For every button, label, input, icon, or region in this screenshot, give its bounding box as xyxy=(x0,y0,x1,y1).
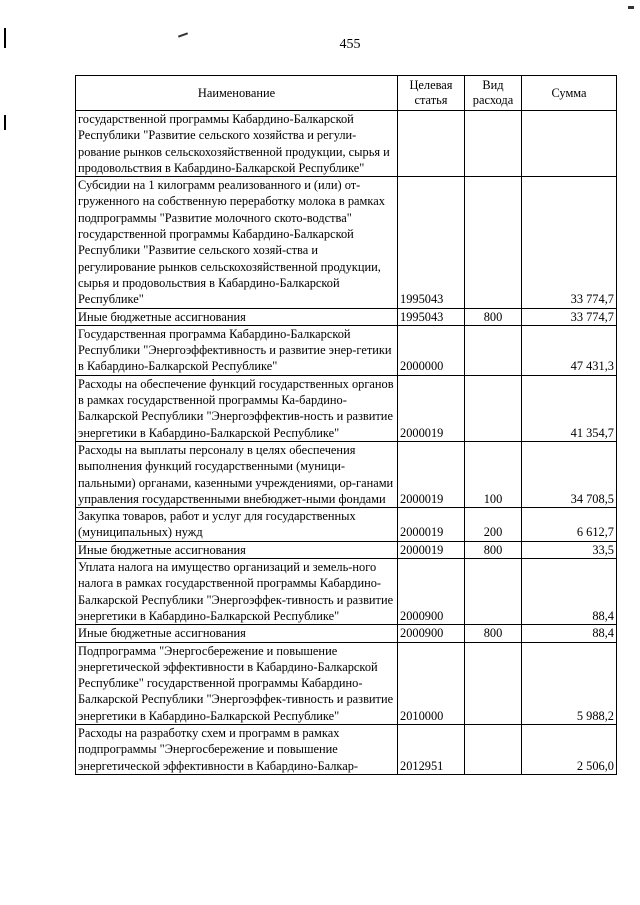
row-name: Субсидии на 1 килограмм реализованного и (или) от-груженного на собственную переработку молока в рамках подпрограммы "Развитие молочного ското-водства" государственной программы Кабардино-Балкарской Республики "Развитие сельского хозяй-ства и регулирование рынков сельскохозяйственной продукции, сырья и продовольствия в Кабардино-Балкарской Республике" xyxy=(76,177,398,308)
row-type: 800 xyxy=(465,625,522,642)
row-sum: 41 354,7 xyxy=(522,375,617,441)
row-sum: 33 774,7 xyxy=(522,308,617,325)
table-row xyxy=(76,559,617,625)
row-name: Расходы на выплаты персоналу в целях обеспечения выполнения функций государственными (муници-пальными) органами, казенными учреждениями, ор-ганами управления государственными внебюджет-ными фондами xyxy=(76,441,398,507)
row-name: Иные бюджетные ассигнования xyxy=(76,541,398,558)
row-name: Расходы на разработку схем и программ в рамках подпрограммы "Энергосбережение и повышение энергетической эффективности в Кабардино-Балкар- xyxy=(76,724,398,774)
row-code xyxy=(398,111,465,177)
row-code: 2012951 xyxy=(398,724,465,774)
table-row xyxy=(76,308,617,325)
table-row xyxy=(76,111,617,177)
row-type xyxy=(465,642,522,724)
row-name: Государственная программа Кабардино-Балкарской Республики "Энергоэффективность и развитие энер-гетики в Кабардино-Балкарской Республике" xyxy=(76,325,398,375)
row-type xyxy=(465,559,522,625)
row-type xyxy=(465,325,522,375)
row-code: 2000900 xyxy=(398,559,465,625)
row-code: 2000019 xyxy=(398,508,465,542)
row-name: Подпрограмма "Энергосбережение и повышение энергетической эффективности в Кабардино-Балкарской Республике" государственной программы Кабардино-Балкарской Республики "Энергоэффек-тивность и развитие энергетики в Кабардино-Балкарской Республике" xyxy=(76,642,398,724)
row-name: Расходы на обеспечение функций государственных органов в рамках государственной программы Ка-бардино-Балкарской Республики "Энергоэффектив-ность и развитие энергетики в Кабардино-Балкарской Республике" xyxy=(76,375,398,441)
row-type xyxy=(465,111,522,177)
row-sum: 33 774,7 xyxy=(522,177,617,308)
table-row xyxy=(76,642,617,724)
row-sum: 47 431,3 xyxy=(522,325,617,375)
table-header-row xyxy=(76,76,617,111)
table-row xyxy=(76,325,617,375)
row-code: 2000900 xyxy=(398,625,465,642)
row-type: 100 xyxy=(465,441,522,507)
row-type: 800 xyxy=(465,541,522,558)
row-name: Иные бюджетные ассигнования xyxy=(76,625,398,642)
header-type: Вид расхода xyxy=(465,76,522,111)
header-sum: Сумма xyxy=(522,76,617,111)
scan-margin-mark xyxy=(4,115,6,130)
row-name: Иные бюджетные ассигнования xyxy=(76,308,398,325)
row-sum xyxy=(522,111,617,177)
row-code: 2000019 xyxy=(398,441,465,507)
row-sum: 88,4 xyxy=(522,559,617,625)
row-code: 2000000 xyxy=(398,325,465,375)
row-name: Уплата налога на имущество организаций и земель-ного налога в рамках государственной программы Кабардино-Балкарской Республики "Энергоэффек-тивность и развитие энергетики в Кабардино-Балкарской Республике" xyxy=(76,559,398,625)
row-sum: 6 612,7 xyxy=(522,508,617,542)
row-code: 2010000 xyxy=(398,642,465,724)
table-row xyxy=(76,508,617,542)
table-row xyxy=(76,375,617,441)
table-row xyxy=(76,724,617,774)
row-type xyxy=(465,375,522,441)
header-code: Целевая статья xyxy=(398,76,465,111)
row-code: 2000019 xyxy=(398,541,465,558)
row-sum: 88,4 xyxy=(522,625,617,642)
header-name: Наименование xyxy=(76,76,398,111)
row-name: государственной программы Кабардино-Балкарской Республики "Развитие сельского хозяйства и регули-рование рынков сельскохозяйственной продукции, сырья и продовольствия в Кабардино-Балкарской Республике" xyxy=(76,111,398,177)
row-type xyxy=(465,724,522,774)
table-row xyxy=(76,441,617,507)
page-number: 455 xyxy=(339,37,361,52)
budget-table xyxy=(75,75,617,775)
row-sum: 34 708,5 xyxy=(522,441,617,507)
row-code: 2000019 xyxy=(398,375,465,441)
table-row xyxy=(76,177,617,308)
table-row xyxy=(76,541,617,558)
row-name: Закупка товаров, работ и услуг для государственных (муниципальных) нужд xyxy=(76,508,398,542)
row-sum: 33,5 xyxy=(522,541,617,558)
table-row xyxy=(76,625,617,642)
row-type: 800 xyxy=(465,308,522,325)
row-code: 1995043 xyxy=(398,177,465,308)
row-type: 200 xyxy=(465,508,522,542)
row-sum: 5 988,2 xyxy=(522,642,617,724)
row-code: 1995043 xyxy=(398,308,465,325)
row-type xyxy=(465,177,522,308)
row-sum: 2 506,0 xyxy=(522,724,617,774)
scan-speck xyxy=(628,6,634,9)
